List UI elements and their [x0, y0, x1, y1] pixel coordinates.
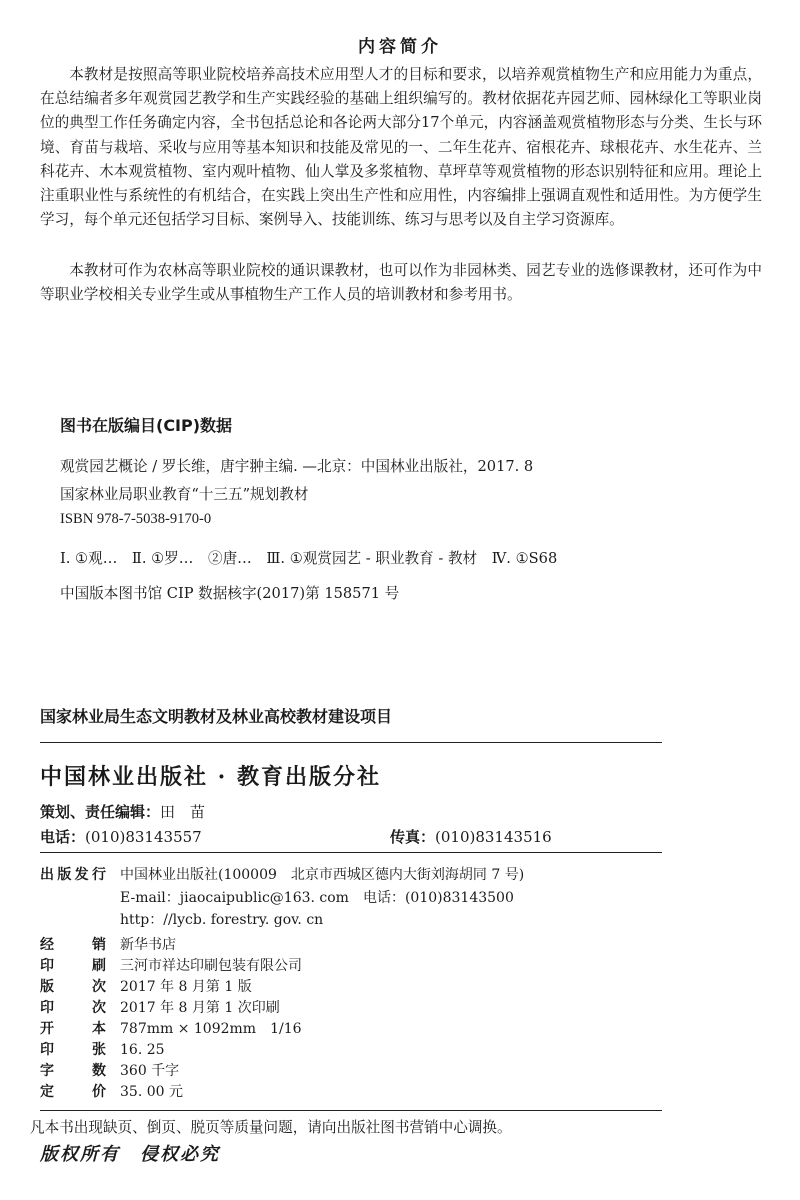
info-label: 经 销 — [40, 937, 106, 953]
fax-value: (010)83143516 — [435, 828, 552, 846]
info-label: 版 次 — [40, 979, 106, 995]
info-row-printer — [40, 955, 302, 975]
summary-title: 内容简介 — [358, 37, 442, 57]
info-row-printing — [40, 997, 280, 1017]
info-email-line: E-mail：jiaocaipublic@163. com 电话：(010)83143500 — [120, 890, 514, 906]
info-row-publisher — [40, 864, 524, 884]
fax-label: 传真： — [390, 828, 436, 846]
phone-label: 电话： — [40, 828, 86, 846]
copyright-notice: 版权所有 侵权必究 — [40, 1144, 220, 1165]
info-value: 2017 年 8 月第 1 次印刷 — [120, 1000, 280, 1016]
phone-line — [40, 826, 202, 847]
quality-notice: 凡本书出现缺页、倒页、脱页等质量问题，请向出版社图书营销中心调换。 — [30, 1119, 512, 1136]
info-value: 2017 年 8 月第 1 版 — [120, 979, 252, 995]
cip-title: 图书在版编目(CIP)数据 — [60, 416, 233, 435]
project-title: 国家林业局生态文明教材及林业高校教材建设项目 — [40, 707, 393, 726]
cip-record-number-line: 中国版本图书馆 CIP 数据核字(2017)第 158571 号 — [60, 585, 400, 602]
phone-value: (010)83143557 — [85, 828, 202, 846]
editor-value: 田 苗 — [160, 803, 206, 821]
info-row-sheets — [40, 1039, 165, 1059]
info-label: 印 张 — [40, 1042, 106, 1058]
info-value: 三河市祥达印刷包装有限公司 — [120, 958, 302, 974]
divider-rule — [40, 852, 662, 853]
editor-label: 策划、责任编辑： — [40, 803, 161, 821]
info-row-format — [40, 1018, 302, 1038]
info-label: 开 本 — [40, 1021, 106, 1037]
cip-series-line: 国家林业局职业教育“十三五”规划教材 — [60, 486, 309, 503]
cip-bibliographic-line: 观赏园艺概论 / 罗长维，唐宇翀主编. —北京：中国林业出版社，2017. 8 — [60, 458, 534, 475]
info-label: 定 价 — [40, 1084, 106, 1100]
info-value: 中国林业出版社(100009 北京市西城区德内大街刘海胡同 7 号) — [120, 867, 525, 883]
info-label: 出版发行 — [40, 867, 106, 883]
info-row-word-count — [40, 1060, 179, 1080]
fax-line — [390, 826, 552, 847]
info-label: 印 刷 — [40, 958, 106, 974]
publisher-name: 中国林业出版社 · 教育出版分社 — [40, 764, 381, 790]
info-value: 35. 00 元 — [120, 1084, 183, 1100]
info-value: 新华书店 — [120, 937, 176, 953]
cip-classification-line: Ⅰ. ①观… Ⅱ. ①罗… ②唐… Ⅲ. ①观赏园艺 - 职业教育 - 教材 Ⅳ. ①S68 — [60, 550, 558, 567]
info-row-price — [40, 1081, 183, 1101]
summary-paragraph-2: 本教材可作为农林高等职业院校的通识课教材，也可以作为非园林类、园艺专业的选修课教材，还可作为中等职业学校相关专业学生或从事植物生产工作人员的培训教材和参考用书。 — [40, 262, 762, 304]
info-value: 360 千字 — [120, 1063, 180, 1079]
cip-isbn-line: ISBN 978-7-5038-9170-0 — [60, 511, 212, 527]
info-label: 印 次 — [40, 1000, 106, 1016]
editor-line — [40, 801, 205, 822]
summary-paragraph-1: 本教材是按照高等职业院校培养高技术应用型人才的目标和要求，以培养观赏植物生产和应用能力为重点，在总结编者多年观赏园艺教学和生产实践经验的基础上组织编写的。教材依据花卉园艺师、园林绿化工等职业岗位的典型工作任务确定内容，全书包括总论和各论两大部分17个单元，内容涵盖观赏植物形态与分类、生长与环境、育苗与栽培、采收与应用等基本知识和技能及常见的一、二年生花卉、宿根花卉、球根花卉、水生花卉、兰科花卉、木本观赏植物、室内观叶植物、仙人掌及多浆植物、草坪草等观赏植物的形态识别特征和应用。理论上注重职业性与系统性的有机结合，在实践上突出生产性和应用性，内容编排上强调直观性和适用性。为方便学生学习，每个单元还包括学习目标、案例导入、技能训练、练习与思考以及自主学习资源库。 — [40, 66, 762, 229]
info-row-edition — [40, 976, 252, 996]
info-url-line: http：//lycb. forestry. gov. cn — [120, 912, 324, 928]
info-value: 16. 25 — [120, 1042, 165, 1058]
divider-rule — [40, 1110, 662, 1111]
info-row-distributor — [40, 934, 176, 954]
info-value: 787mm × 1092mm 1/16 — [120, 1021, 302, 1037]
info-label: 字 数 — [40, 1063, 106, 1079]
divider-rule — [40, 742, 662, 743]
